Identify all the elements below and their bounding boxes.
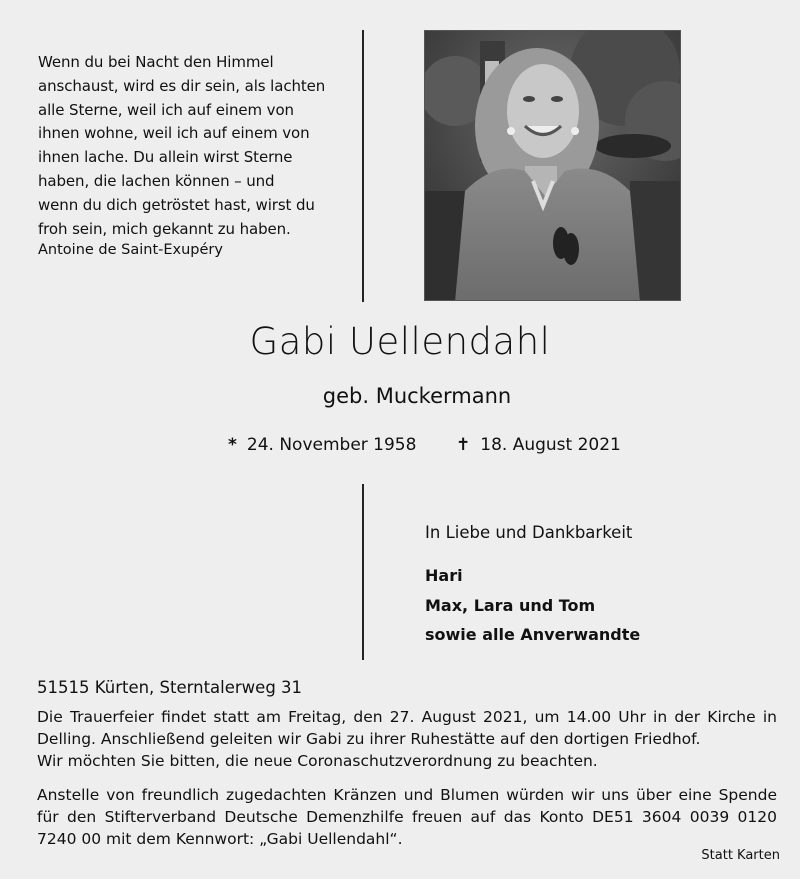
funeral-line: Die Trauerfeier findet statt am Freitag, den 27. August 2021, um 14.00 Uhr in der Kirche in [37, 708, 777, 726]
donation-info [37, 784, 777, 850]
death-cross-icon: ✝ [456, 435, 471, 455]
mourner-name: Max, Lara und Tom [425, 595, 596, 615]
birth-line [228, 435, 416, 455]
divider-middle [362, 484, 364, 660]
funeral-line: Wir möchten Sie bitten, die neue Coronaschutzverordnung zu beachten. [37, 752, 598, 770]
mourner-name: Hari [425, 566, 463, 585]
deceased-name: Gabi Uellendahl [249, 320, 551, 363]
donation-line: 7240 00 mit dem Kennwort: „Gabi Uellendahl“. [37, 830, 403, 848]
poem-text: Wenn du bei Nacht den Himmel anschaust, wird es dir sein, als lachten alle Sterne, weil ich auf einem von ihnen wohne, weil ich auf einem von ihnen lache. Du allein wirst Sterne haben, die lachen können – und wenn du dich getröstet hast, wirst du froh sein, mich gekannt zu haben. [38, 53, 326, 238]
funeral-info [37, 706, 777, 772]
donation-line: Anstelle von freundlich zugedachten Kränzen und Blumen würden wir uns über eine Spende [37, 786, 777, 804]
funeral-line: Delling. Anschließend geleiten wir Gabi zu ihrer Ruhestätte auf den dortigen Friedhof. [37, 730, 701, 748]
donation-line: für den Stifterverband Deutsche Demenzhilfe freuen auf das Konto DE51 3604 0039 0120 [37, 808, 777, 826]
death-date: 18. August 2021 [480, 435, 621, 455]
poem-author: Antoine de Saint-Exupéry [38, 242, 223, 258]
address: 51515 Kürten, Sterntalerweg 31 [37, 678, 303, 697]
mourner-name: sowie alle Anverwandte [425, 625, 641, 644]
maiden-name: geb. Muckermann [322, 384, 512, 408]
mourners-intro: In Liebe und Dankbarkeit [425, 523, 633, 542]
closing-note: Statt Karten [701, 848, 780, 863]
death-line [456, 435, 621, 455]
divider-top [362, 30, 364, 302]
portrait-photo [424, 30, 681, 301]
birth-date: 24. November 1958 [246, 435, 417, 455]
birth-symbol: * [228, 435, 237, 455]
mourners-list [425, 561, 640, 650]
